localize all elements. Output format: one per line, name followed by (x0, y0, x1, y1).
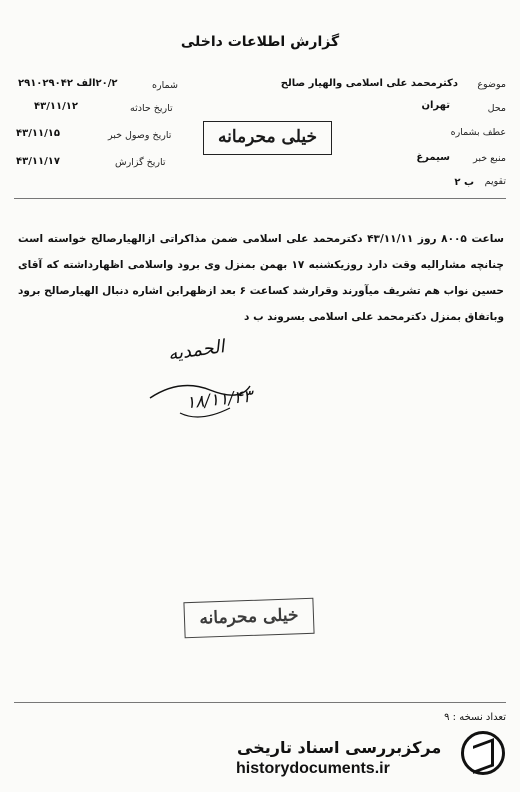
location-value: تهران (421, 100, 450, 111)
received-date-value: ۴۳/۱۱/۱۵ (16, 128, 60, 139)
incident-date-label: تاریخ حادثه (130, 103, 173, 114)
received-date-label: تاریخ وصول خبر (108, 130, 172, 141)
handwritten-date: ۱۸/۱۱/۴۳ (185, 386, 254, 414)
number-label: شماره (152, 80, 178, 91)
reference-label: عطف بشماره (450, 127, 506, 138)
watermark-title: مرکزبررسی اسناد تاریخی (237, 738, 442, 757)
subject-value: دکترمحمد علی اسلامی والهیار صالح (280, 78, 458, 89)
footer-divider (14, 702, 506, 703)
report-date-value: ۴۳/۱۱/۱۷ (16, 156, 60, 167)
archive-logo-icon (461, 731, 505, 775)
handwritten-annotation: الحمدیه (166, 336, 226, 365)
report-text: دکترمحمد علی اسلامی ضمن مذاکراتی ازالهیارصالح خواسته است چنانچه مشارالیه وقت دارد روزیکشنبه ۱۷ بهمن بمنزل وی برود واسلامی اظهارداشته که آقای حسین نواب هم تشریف میآورند وقرارشد کساعت ۶ بعد ازظهرابن اشاره دنبال الهیارصالح برود وباتفاق بمنزل دکترمحمد علی اسلامی بسروند ب د (18, 233, 505, 323)
report-body (18, 226, 504, 330)
evaluation-value: ب ۲ (454, 177, 474, 188)
header-divider (14, 198, 506, 199)
incident-date-value: ۴۳/۱۱/۱۲ (34, 101, 78, 112)
location-label: محل (487, 103, 506, 114)
classification-stamp: خیلی محرمانه (203, 121, 332, 155)
signature-flourish (140, 368, 260, 428)
subject-label: موضوع (477, 79, 506, 90)
watermark-url: historydocuments.ir (236, 760, 390, 777)
copies-value: ۹ (444, 712, 450, 723)
classification-stamp-bottom: خیلی محرمانه (183, 598, 314, 639)
copies-label: تعداد نسخه : (452, 712, 506, 723)
page-title: گزارش اطلاعات داخلی (180, 34, 340, 50)
source-label: منبع خبر (473, 153, 506, 164)
report-time-prefix: ساعت ۸۰۰۵ روز ۴۳/۱۱/۱۱ (367, 233, 504, 245)
evaluation-label: تقویم (484, 176, 506, 187)
report-date-label: تاریخ گزارش (115, 157, 166, 168)
source-value: سیمرغ (416, 152, 450, 163)
copies-count (444, 712, 506, 723)
number-value: ۲۰/۲الف ۲۹۱۰۲۹۰۴۲ (18, 78, 118, 89)
